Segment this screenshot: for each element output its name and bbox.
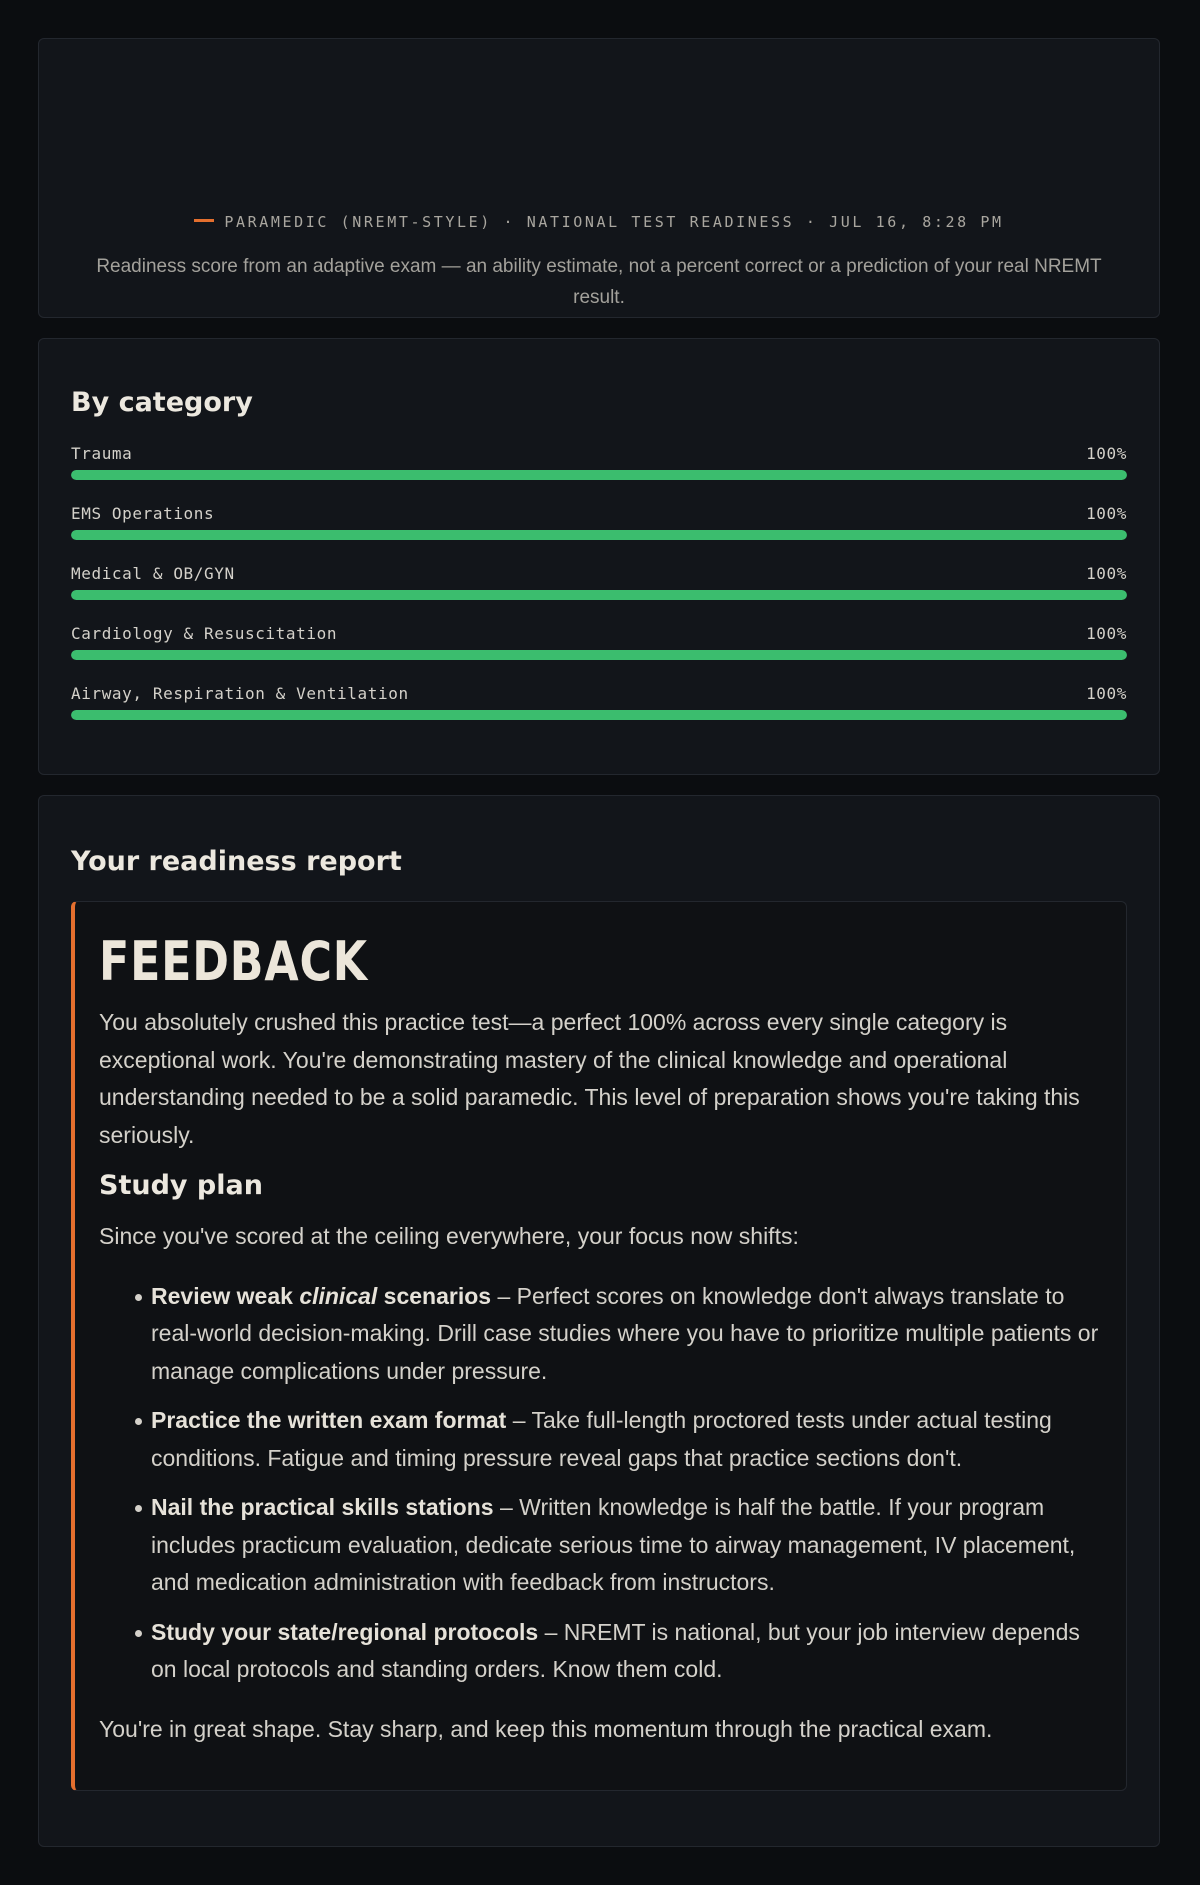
category-bar-fill	[71, 710, 1127, 720]
study-plan-item-text: – NREMT is national, but your job interview depends on local protocols and standing orders. Know them cold.	[151, 1618, 1080, 1682]
category-row	[71, 504, 1127, 564]
category-row	[71, 624, 1127, 684]
study-plan-list	[99, 1278, 1100, 1689]
category-percent: 100%	[1086, 684, 1127, 703]
study-plan-item	[151, 1614, 1100, 1689]
study-plan-item-title: Review weak clinical scenarios	[151, 1282, 492, 1309]
category-bar-track	[71, 650, 1127, 660]
category-name: Airway, Respiration & Ventilation	[71, 684, 409, 703]
category-bar-track	[71, 470, 1127, 480]
category-card	[38, 338, 1160, 775]
category-percent: 100%	[1086, 504, 1127, 523]
category-percent: 100%	[1086, 624, 1127, 643]
readiness-disclaimer: Readiness score from an adaptive exam — an ability estimate, not a percent correct or a prediction of your real NREMT result.	[96, 256, 1102, 308]
category-bar-fill	[71, 650, 1127, 660]
category-percent: 100%	[1086, 564, 1127, 583]
category-name: EMS Operations	[71, 504, 215, 523]
category-row	[71, 684, 1127, 744]
category-bar-track	[71, 530, 1127, 540]
category-bar-fill	[71, 590, 1127, 600]
closing-remark: You're in great shape. Stay sharp, and keep this momentum through the practical exam.	[99, 1715, 993, 1742]
study-plan-item-title: Study your state/regional protocols	[151, 1618, 539, 1645]
study-plan-intro: Since you've scored at the ceiling everywhere, your focus now shifts:	[99, 1223, 799, 1249]
study-plan-item-text: – Take full-length proctored tests under actual testing conditions. Fatigue and timing pressure reveal gaps that practice sections don't.	[151, 1407, 1052, 1471]
category-bar-fill	[71, 530, 1127, 540]
category-name: Medical & OB/GYN	[71, 564, 235, 583]
category-name: Trauma	[71, 444, 133, 463]
report-card	[38, 795, 1160, 1847]
category-section-title: By category	[71, 387, 253, 418]
study-plan-item-title: Nail the practical skills stations	[151, 1494, 494, 1520]
category-bar-track	[71, 590, 1127, 600]
accent-dash	[194, 219, 214, 222]
exam-meta-line	[39, 213, 1159, 231]
category-list	[71, 444, 1127, 744]
header-card	[38, 38, 1160, 318]
feedback-box	[71, 901, 1127, 1791]
study-plan-item	[151, 1402, 1100, 1477]
category-row	[71, 444, 1127, 504]
report-section-title: Your readiness report	[71, 846, 402, 877]
feedback-heading: FEEDBACK	[99, 930, 368, 993]
study-plan-item-title: Practice the written exam format	[151, 1407, 507, 1433]
category-name: Cardiology & Resuscitation	[71, 624, 338, 643]
category-bar-fill	[71, 470, 1127, 480]
feedback-paragraph: You absolutely crushed this practice test—a perfect 100% across every single category is exceptional work. You're demonstrating mastery of the clinical knowledge and operational understanding needed to be a solid paramedic. This level of preparation shows you're taking this seriously.	[99, 1009, 1080, 1148]
exam-meta-text: PARAMEDIC (NREMT-STYLE) · NATIONAL TEST READINESS · JUL 16, 8:28 PM	[224, 213, 1004, 231]
study-plan-item	[151, 1489, 1100, 1602]
study-plan-item-text: – Written knowledge is half the battle. If your program includes practicum evaluation, dedicate serious time to airway management, IV placement, and medication administration with feedback from instructors.	[151, 1494, 1076, 1595]
category-row	[71, 564, 1127, 624]
study-plan-item	[151, 1278, 1100, 1391]
study-plan-title: Study plan	[99, 1170, 263, 1201]
category-percent: 100%	[1086, 444, 1127, 463]
study-plan-item-text: – Perfect scores on knowledge don't always translate to real-world decision-making. Drill case studies where you have to prioritize multiple patients or manage complications under pressure.	[151, 1282, 1099, 1384]
category-bar-track	[71, 710, 1127, 720]
